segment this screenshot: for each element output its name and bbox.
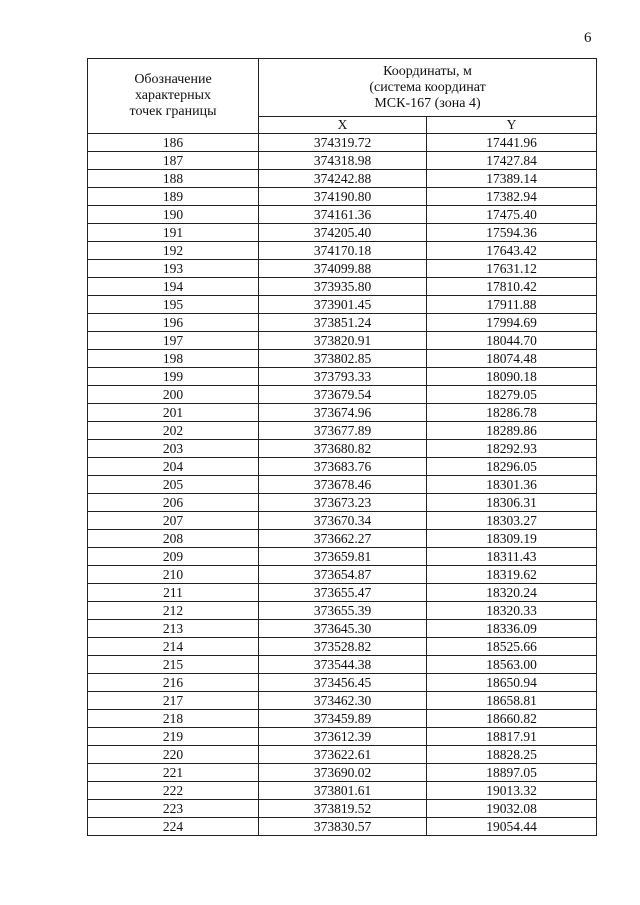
- point-number-cell: 214: [88, 638, 259, 656]
- table-row: [88, 206, 597, 224]
- y-coordinate-cell: 18296.05: [427, 458, 597, 476]
- x-coordinate-cell: 373544.38: [259, 656, 427, 674]
- y-coordinate-cell: 17382.94: [427, 188, 597, 206]
- x-coordinate-cell: 374318.98: [259, 152, 427, 170]
- point-number-cell: 197: [88, 332, 259, 350]
- x-coordinate-cell: 373793.33: [259, 368, 427, 386]
- y-coordinate-cell: 18828.25: [427, 746, 597, 764]
- y-coordinate-cell: 18311.43: [427, 548, 597, 566]
- x-coordinate-cell: 373683.76: [259, 458, 427, 476]
- x-coordinate-cell: 373645.30: [259, 620, 427, 638]
- point-number-cell: 191: [88, 224, 259, 242]
- x-coordinate-cell: 373679.54: [259, 386, 427, 404]
- point-number-cell: 207: [88, 512, 259, 530]
- table-row: [88, 440, 597, 458]
- table-header-row: [88, 59, 597, 117]
- point-number-cell: 189: [88, 188, 259, 206]
- x-coordinate-cell: 373851.24: [259, 314, 427, 332]
- header-coordinates: [259, 59, 597, 117]
- point-number-cell: 210: [88, 566, 259, 584]
- table-row: [88, 656, 597, 674]
- y-coordinate-cell: 18319.62: [427, 566, 597, 584]
- y-coordinate-cell: 19054.44: [427, 818, 597, 836]
- table-row: [88, 638, 597, 656]
- table-row: [88, 494, 597, 512]
- x-coordinate-cell: 373678.46: [259, 476, 427, 494]
- y-coordinate-cell: 18286.78: [427, 404, 597, 422]
- table-row: [88, 746, 597, 764]
- y-coordinate-cell: 19013.32: [427, 782, 597, 800]
- y-coordinate-cell: 18301.36: [427, 476, 597, 494]
- point-number-cell: 187: [88, 152, 259, 170]
- x-coordinate-cell: 373456.45: [259, 674, 427, 692]
- point-number-cell: 190: [88, 206, 259, 224]
- point-number-cell: 199: [88, 368, 259, 386]
- table-row: [88, 710, 597, 728]
- y-coordinate-cell: 18563.00: [427, 656, 597, 674]
- table-row: [88, 422, 597, 440]
- point-number-cell: 196: [88, 314, 259, 332]
- y-coordinate-cell: 17475.40: [427, 206, 597, 224]
- table-row: [88, 224, 597, 242]
- table-row: [88, 350, 597, 368]
- point-number-cell: 219: [88, 728, 259, 746]
- table-row: [88, 368, 597, 386]
- x-coordinate-cell: 373690.02: [259, 764, 427, 782]
- x-coordinate-cell: 373659.81: [259, 548, 427, 566]
- y-coordinate-cell: 17631.12: [427, 260, 597, 278]
- x-coordinate-cell: 373462.30: [259, 692, 427, 710]
- point-number-cell: 223: [88, 800, 259, 818]
- y-coordinate-cell: 18817.91: [427, 728, 597, 746]
- y-coordinate-cell: 18090.18: [427, 368, 597, 386]
- point-number-cell: 208: [88, 530, 259, 548]
- point-number-cell: 222: [88, 782, 259, 800]
- point-number-cell: 218: [88, 710, 259, 728]
- y-coordinate-cell: 17594.36: [427, 224, 597, 242]
- y-coordinate-cell: 18658.81: [427, 692, 597, 710]
- table-row: [88, 278, 597, 296]
- x-coordinate-cell: 373528.82: [259, 638, 427, 656]
- table-row: [88, 152, 597, 170]
- point-number-cell: 204: [88, 458, 259, 476]
- header-point-line-3: точек границы: [129, 104, 217, 119]
- point-number-cell: 195: [88, 296, 259, 314]
- point-number-cell: 212: [88, 602, 259, 620]
- header-coords-line-2: (система координат: [369, 79, 486, 95]
- x-coordinate-cell: 374161.36: [259, 206, 427, 224]
- y-coordinate-cell: 18292.93: [427, 440, 597, 458]
- x-coordinate-cell: 373670.34: [259, 512, 427, 530]
- table-row: [88, 170, 597, 188]
- y-coordinate-cell: 18320.24: [427, 584, 597, 602]
- y-coordinate-cell: 17643.42: [427, 242, 597, 260]
- table-row: [88, 134, 597, 152]
- header-point-line-2: характерных: [134, 88, 212, 103]
- point-number-cell: 200: [88, 386, 259, 404]
- x-coordinate-cell: 373801.61: [259, 782, 427, 800]
- x-coordinate-cell: 373459.89: [259, 710, 427, 728]
- table-row: [88, 800, 597, 818]
- y-coordinate-cell: 18306.31: [427, 494, 597, 512]
- header-point-designation: [88, 59, 259, 134]
- table-row: [88, 692, 597, 710]
- y-coordinate-cell: 18303.27: [427, 512, 597, 530]
- table-row: [88, 764, 597, 782]
- x-coordinate-cell: 373654.87: [259, 566, 427, 584]
- y-coordinate-cell: 17911.88: [427, 296, 597, 314]
- x-coordinate-cell: 373662.27: [259, 530, 427, 548]
- x-coordinate-cell: 373673.23: [259, 494, 427, 512]
- x-coordinate-cell: 373677.89: [259, 422, 427, 440]
- header-point-line-1: Обозначение: [134, 72, 212, 87]
- y-coordinate-cell: 18650.94: [427, 674, 597, 692]
- y-coordinate-cell: 17810.42: [427, 278, 597, 296]
- table-row: [88, 674, 597, 692]
- y-coordinate-cell: 17427.84: [427, 152, 597, 170]
- table-row: [88, 566, 597, 584]
- y-coordinate-cell: 18289.86: [427, 422, 597, 440]
- table-row: [88, 188, 597, 206]
- table-row: [88, 530, 597, 548]
- y-coordinate-cell: 18897.05: [427, 764, 597, 782]
- x-coordinate-cell: 373820.91: [259, 332, 427, 350]
- table-row: [88, 458, 597, 476]
- table-row: [88, 296, 597, 314]
- point-number-cell: 205: [88, 476, 259, 494]
- header-coords-line-1: Координаты, м: [383, 63, 472, 79]
- table-row: [88, 548, 597, 566]
- y-coordinate-cell: 17994.69: [427, 314, 597, 332]
- y-coordinate-cell: 18525.66: [427, 638, 597, 656]
- table-row: [88, 314, 597, 332]
- table-row: [88, 332, 597, 350]
- table-row: [88, 386, 597, 404]
- point-number-cell: 211: [88, 584, 259, 602]
- point-number-cell: 220: [88, 746, 259, 764]
- y-coordinate-cell: 18044.70: [427, 332, 597, 350]
- table-row: [88, 476, 597, 494]
- table-row: [88, 404, 597, 422]
- point-number-cell: 221: [88, 764, 259, 782]
- x-coordinate-cell: 373612.39: [259, 728, 427, 746]
- header-y: Y: [427, 117, 597, 134]
- point-number-cell: 217: [88, 692, 259, 710]
- page-number: 6: [584, 30, 592, 46]
- point-number-cell: 224: [88, 818, 259, 836]
- x-coordinate-cell: 374099.88: [259, 260, 427, 278]
- point-number-cell: 209: [88, 548, 259, 566]
- y-coordinate-cell: 18320.33: [427, 602, 597, 620]
- x-coordinate-cell: 373622.61: [259, 746, 427, 764]
- table-body: [88, 134, 597, 836]
- point-number-cell: 198: [88, 350, 259, 368]
- point-number-cell: 201: [88, 404, 259, 422]
- table-row: [88, 728, 597, 746]
- point-number-cell: 216: [88, 674, 259, 692]
- table-row: [88, 260, 597, 278]
- point-number-cell: 194: [88, 278, 259, 296]
- table-row: [88, 782, 597, 800]
- y-coordinate-cell: 18279.05: [427, 386, 597, 404]
- x-coordinate-cell: 374319.72: [259, 134, 427, 152]
- y-coordinate-cell: 18336.09: [427, 620, 597, 638]
- x-coordinate-cell: 373655.39: [259, 602, 427, 620]
- y-coordinate-cell: 18309.19: [427, 530, 597, 548]
- y-coordinate-cell: 18074.48: [427, 350, 597, 368]
- point-number-cell: 206: [88, 494, 259, 512]
- x-coordinate-cell: 373674.96: [259, 404, 427, 422]
- point-number-cell: 213: [88, 620, 259, 638]
- x-coordinate-cell: 374242.88: [259, 170, 427, 188]
- table-row: [88, 818, 597, 836]
- x-coordinate-cell: 373655.47: [259, 584, 427, 602]
- x-coordinate-cell: 373830.57: [259, 818, 427, 836]
- x-coordinate-cell: 374205.40: [259, 224, 427, 242]
- table-row: [88, 584, 597, 602]
- y-coordinate-cell: 19032.08: [427, 800, 597, 818]
- header-x: X: [259, 117, 427, 134]
- point-number-cell: 186: [88, 134, 259, 152]
- point-number-cell: 202: [88, 422, 259, 440]
- table-row: [88, 620, 597, 638]
- y-coordinate-cell: 18660.82: [427, 710, 597, 728]
- table-row: [88, 602, 597, 620]
- point-number-cell: 203: [88, 440, 259, 458]
- x-coordinate-cell: 374170.18: [259, 242, 427, 260]
- point-number-cell: 215: [88, 656, 259, 674]
- x-coordinate-cell: 373802.85: [259, 350, 427, 368]
- header-coords-line-3: МСК-167 (зона 4): [374, 95, 481, 111]
- point-number-cell: 193: [88, 260, 259, 278]
- x-coordinate-cell: 373680.82: [259, 440, 427, 458]
- coordinates-table: [87, 58, 597, 836]
- x-coordinate-cell: 374190.80: [259, 188, 427, 206]
- point-number-cell: 192: [88, 242, 259, 260]
- y-coordinate-cell: 17389.14: [427, 170, 597, 188]
- table-row: [88, 242, 597, 260]
- point-number-cell: 188: [88, 170, 259, 188]
- x-coordinate-cell: 373819.52: [259, 800, 427, 818]
- x-coordinate-cell: 373901.45: [259, 296, 427, 314]
- y-coordinate-cell: 17441.96: [427, 134, 597, 152]
- x-coordinate-cell: 373935.80: [259, 278, 427, 296]
- table-row: [88, 512, 597, 530]
